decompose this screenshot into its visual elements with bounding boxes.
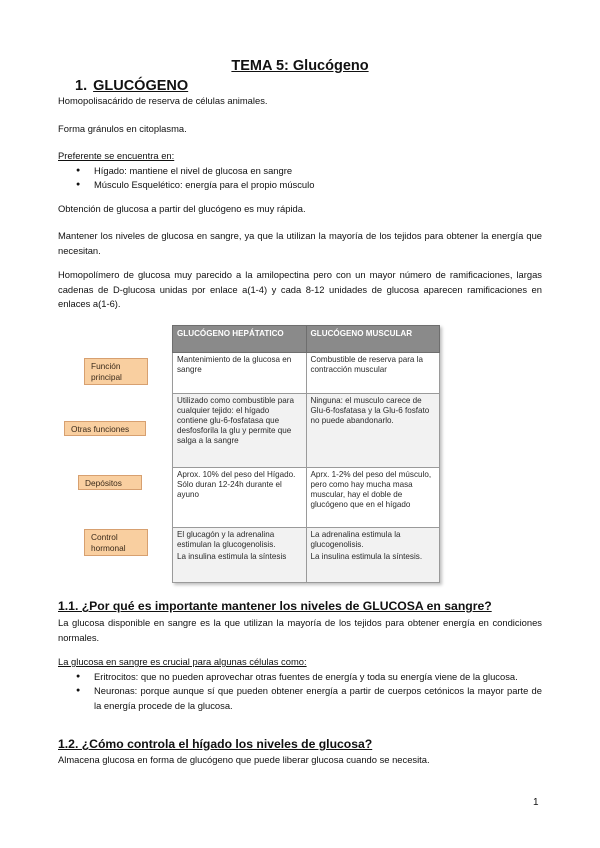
row-label-deposits: Depósitos [78,475,142,490]
section-1-1-heading: 1.1. ¿Por qué es importante mantener los niveles de GLUCOSA en sangre? [58,599,492,613]
section-1-2-heading: 1.2. ¿Cómo controla el hígado los niveles de glucosa? [58,737,373,751]
paragraph-blood-levels: Mantener los niveles de glucosa en sangre, ya que la utilizan la mayoría de los tejidos para obtener la energía que necesitan. [58,230,542,256]
section-1-number: 1. [75,78,88,94]
cell-hepatic: Mantenimiento de la glucosa en sangre [173,353,307,394]
list-item: ● Hígado: mantiene el nivel de glucosa en sangre [58,164,542,179]
crucial-cells-block [58,655,542,713]
list-item: ● Eritrocitos: que no pueden aprovechar otras fuentes de energía y toda su energía viene de la glucosa. [58,670,542,685]
document-title: TEMA 5: Glucógeno [231,58,369,74]
section-1-heading [75,78,188,94]
table-row [173,468,440,528]
cell-muscular: Combustible de reserva para la contracción muscular [306,353,440,394]
location-intro: Preferente se encuentra en: [58,150,175,161]
paragraph-liver-storage: Almacena glucosa en forma de glucógeno que puede liberar glucosa cuando se necesita. [58,754,430,765]
paragraph-definition: Homopolisacárido de reserva de células animales. [58,95,268,106]
section-1-title: GLUCÓGENO [93,78,189,94]
crucial-cells-list [58,670,542,714]
location-list [58,164,542,193]
cell-hepatic: Utilizado como combustible para cualquier tejido: el hígado contiene glu-6-fosfatasa que desfosforila la glu y permite que salga a la sangre [173,394,307,468]
paragraph-fast-glucose: Obtención de glucosa a partir del glucógeno es muy rápida. [58,203,306,214]
paragraph-structure: Homopolímero de glucosa muy parecido a la amilopectina pero con un mayor número de ramificaciones, largas cadenas de D-glucosa unidas por enlace a(1-4) y cada 8-12 unidades de glucosa aparecen ramificaciones en enlaces a(1-6). [58,269,542,309]
cell-muscular: Aprx. 1-2% del peso del músculo, pero como hay mucha masa muscular, hay el doble de glucógeno que en el hígado [306,468,440,528]
page-number: 1 [533,797,539,808]
glycogen-comparison-table [172,325,440,583]
cell-muscular: La adrenalina estimula la glucogenolisis. La insulina estimula la síntesis. [306,528,440,583]
crucial-cells-intro: La glucosa en sangre es crucial para algunas células como: [58,656,307,667]
table-row [173,528,440,583]
cell-hepatic: Aprox. 10% del peso del Hígado. Sólo duran 12-24h durante el ayuno [173,468,307,528]
list-item: ● Músculo Esquelético: energía para el propio músculo [58,178,542,193]
header-hepatic: GLUCÓGENO HEPÁTATICO [173,326,307,353]
row-label-control: Control hormonal [84,529,148,556]
cell-muscular: Ninguna: el musculo carece de Glu-6-fosfatasa y la Glu-6 fosfato no puede abandonarlo. [306,394,440,468]
row-label-other: Otras funciones [64,421,146,436]
table-row [173,353,440,394]
paragraph-blood-glucose: La glucosa disponible en sangre es la que utilizan la mayoría de los tejidos para obtener energía en condiciones normales. [58,617,542,643]
location-block [58,149,542,193]
list-item: ● Neuronas: porque aunque sí que pueden obtener energía a partir de cuerpos cetónicos la mayor parte de la energía procede de la glucosa. [58,684,542,713]
row-label-function: Función principal [84,358,148,385]
header-muscular: GLUCÓGENO MUSCULAR [306,326,440,353]
table-row [173,394,440,468]
cell-hepatic: El glucagón y la adrenalina estimulan la glucogenolisis. La insulina estimula la síntesis [173,528,307,583]
paragraph-granules: Forma gránulos en citoplasma. [58,123,187,134]
